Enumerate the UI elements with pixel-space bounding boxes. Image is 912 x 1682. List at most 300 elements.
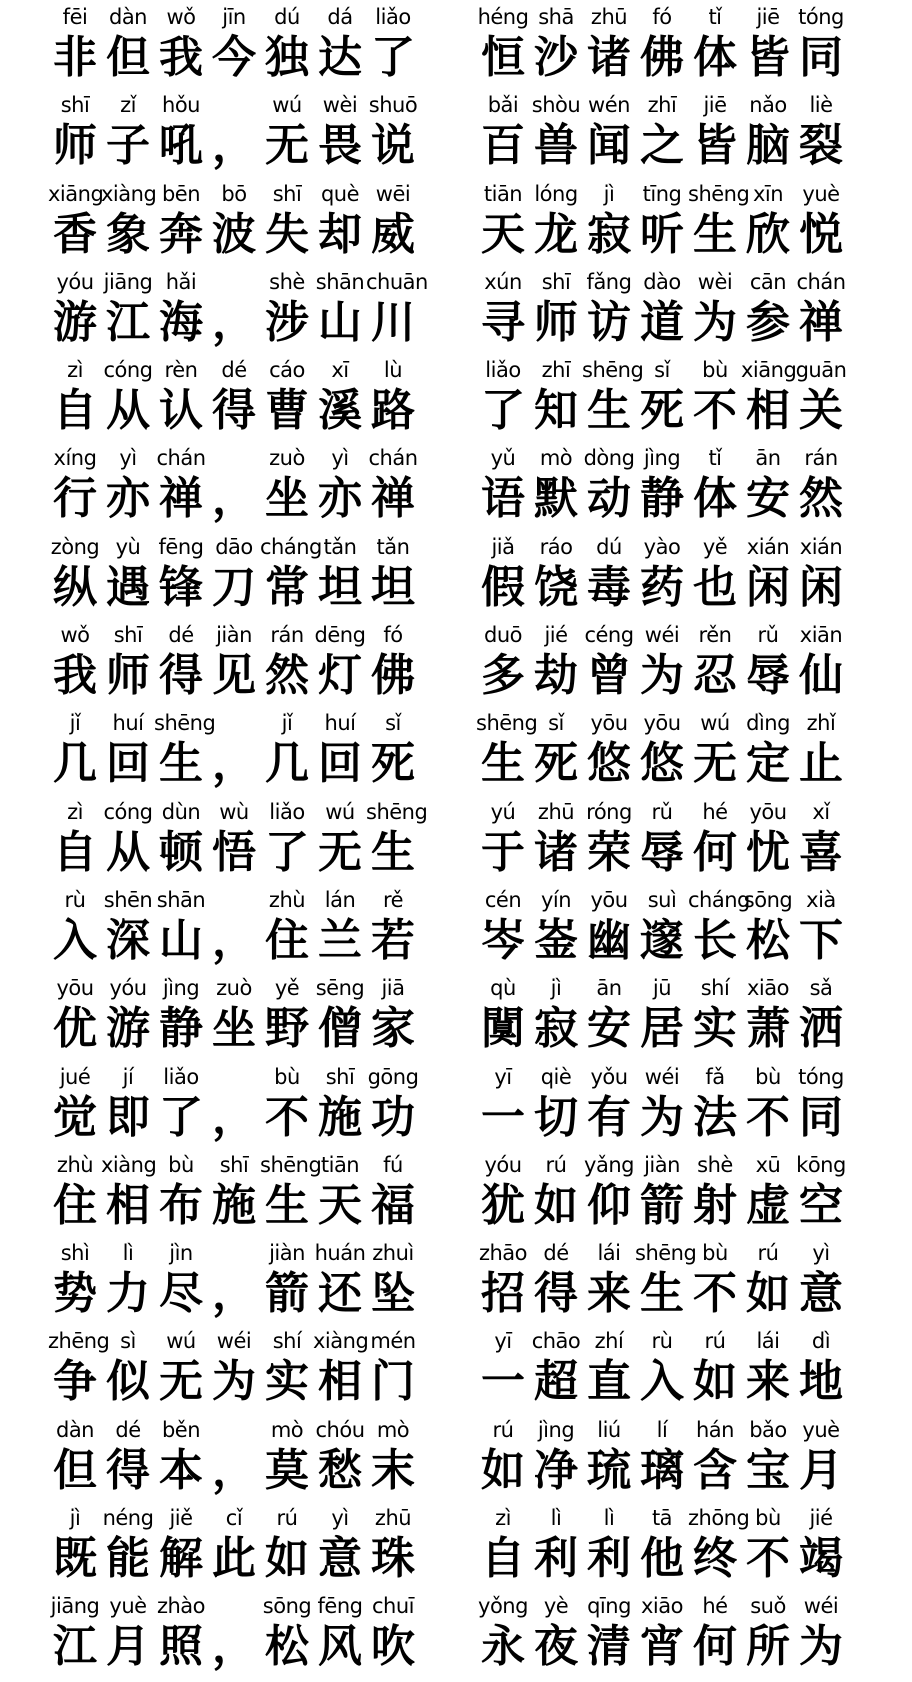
syllable-cell [741,181,795,263]
pinyin-annotation: liǎo [485,358,521,383]
syllable-cell [476,4,530,86]
pinyin-annotation: hé [702,1594,728,1619]
hanzi-character: 所 [746,1621,790,1673]
pinyin-annotation: shī [272,181,302,206]
pinyin-annotation: bù [755,1064,781,1089]
syllable-cell [635,799,689,881]
syllable-cell [101,1593,155,1675]
pinyin-annotation: xū [755,1152,781,1177]
hanzi-character: 诸 [534,826,578,878]
pinyin-annotation: cháng [260,534,322,559]
syllable-cell [207,357,261,439]
hanzi-character: 月 [799,1444,843,1496]
pinyin-annotation: jì [69,1506,81,1531]
syllable-cell [476,887,530,969]
syllable-cell [688,92,742,174]
syllable-cell [313,975,367,1057]
syllable-cell [48,92,102,174]
syllable-cell [154,4,208,86]
pinyin-annotation: wèi [697,269,733,294]
hanzi-character: 恒 [481,32,525,83]
verse-line [48,1417,428,1505]
hanzi-character: 悟 [212,826,256,878]
hanzi-character: 不 [265,1091,309,1143]
hanzi-character: 不 [746,1091,790,1143]
verse-line [48,1240,428,1328]
syllable-cell [582,92,636,174]
syllable-cell [529,534,583,616]
syllable-cell [313,887,367,969]
hanzi-character: 见 [212,650,256,702]
hanzi-character: 不 [746,1533,790,1585]
hanzi-character: 既 [53,1533,97,1585]
syllable-cell [529,92,583,174]
hanzi-character: 觉 [53,1091,97,1143]
pinyin-annotation: zuò [269,446,305,471]
syllable-cell [101,710,155,792]
syllable-cell [529,4,583,86]
syllable-cell [366,357,420,439]
hanzi-character: 劫 [534,650,578,702]
pinyin-annotation: bǎi [487,93,519,118]
pinyin-annotation: wú [325,799,355,824]
pinyin-annotation: zhǐ [806,711,836,736]
pinyin-annotation: wǒ [60,623,90,648]
pinyin-annotation: wèi [322,93,358,118]
syllable-cell [207,975,261,1057]
pinyin-annotation: tiān [320,1152,360,1177]
pinyin-annotation [207,1064,261,1090]
hanzi-character: 生 [371,826,415,878]
syllable-cell [741,1240,795,1322]
hanzi-character: 施 [318,1091,362,1143]
pinyin-annotation: yì [331,1506,349,1531]
pinyin-annotation: fēng [317,1594,363,1619]
hanzi-character: 福 [371,1179,415,1231]
hanzi-character: 闲 [799,561,843,613]
hanzi-character: 生 [159,738,203,790]
syllable-cell [260,1240,314,1322]
syllable-cell [688,1593,742,1675]
hanzi-character: 畏 [318,120,362,172]
syllable-cell [207,622,261,704]
hanzi-character: 末 [371,1444,415,1496]
hanzi-character: 亦 [106,473,150,525]
hanzi-character: 静 [159,1003,203,1055]
hanzi-character: 居 [640,1003,684,1055]
verse-line [476,181,856,269]
syllable-cell [794,181,848,263]
syllable-cell [794,799,848,881]
pinyin-annotation: fēi [62,5,88,29]
hanzi-character: ， [212,473,256,525]
syllable-cell [794,1593,848,1675]
hanzi-character: 入 [640,1356,684,1408]
pinyin-annotation: xún [484,269,522,294]
left-verse-column [48,4,428,1682]
pinyin-annotation: nǎo [749,93,787,118]
pinyin-annotation: yōu [590,711,628,736]
hanzi-character: 如 [534,1179,578,1231]
hanzi-character: 象 [106,208,150,260]
comma-cell [207,1240,261,1322]
hanzi-character: 野 [265,1003,309,1055]
hanzi-character: 悦 [799,208,843,260]
pinyin-annotation: zì [67,799,83,824]
pinyin-annotation: zì [67,358,83,383]
pinyin-annotation: yú [490,799,516,824]
syllable-cell [101,887,155,969]
pinyin-annotation: sōng [262,1594,312,1619]
hanzi-character: 江 [106,296,150,348]
hanzi-character: 闲 [746,561,790,613]
verse-line [476,4,856,92]
hanzi-character: 如 [481,1444,525,1496]
syllable-cell [635,710,689,792]
hanzi-character: 长 [693,914,737,966]
hanzi-character: 几 [265,738,309,790]
hanzi-character: ， [212,1091,256,1143]
hanzi-character: 吼 [159,120,203,172]
verse-line [476,269,856,357]
syllable-cell [313,92,367,174]
hanzi-character: 如 [746,1268,790,1320]
pinyin-annotation: sì [120,1329,136,1354]
pinyin-annotation: mò [270,1417,304,1442]
pinyin-annotation: zhū [374,1506,412,1531]
pinyin-annotation: zuò [216,976,252,1001]
pinyin-annotation: fǎng [586,269,632,294]
hanzi-character: 相 [106,1179,150,1231]
hanzi-character: 禅 [371,473,415,525]
pinyin-annotation: dé [543,1241,569,1266]
hanzi-character: 关 [799,385,843,437]
syllable-cell [635,357,689,439]
pinyin-annotation: jū [652,976,672,1001]
pinyin-annotation: cháng [688,887,750,912]
hanzi-character: 无 [693,738,737,790]
hanzi-character: 何 [693,826,737,878]
syllable-cell [101,799,155,881]
hanzi-character: 得 [159,650,203,702]
syllable-cell [476,622,530,704]
hanzi-character: 下 [799,914,843,966]
syllable-cell [154,710,216,792]
syllable-cell [529,1593,583,1675]
hanzi-character: 皆 [693,120,737,172]
syllable-cell [582,887,636,969]
verse-line [48,887,428,975]
pinyin-annotation: wéi [216,1329,252,1354]
pinyin-annotation: céng [584,623,634,648]
verse-line [48,1505,428,1593]
hanzi-character: 曹 [265,385,309,437]
hanzi-character: 无 [265,120,309,172]
pinyin-annotation: wú [700,711,730,736]
pinyin-annotation: zhī [541,358,571,383]
hanzi-character: ， [212,738,256,790]
pinyin-annotation: tǐ [708,446,722,471]
syllable-cell [688,799,742,881]
hanzi-character: 实 [693,1003,737,1055]
hanzi-character: 知 [534,385,578,437]
syllable-cell [582,4,636,86]
syllable-cell [635,975,689,1057]
pinyin-annotation: qiè [540,1064,572,1089]
hanzi-character: 禅 [159,473,203,525]
syllable-cell [154,1064,208,1146]
hanzi-character: 认 [159,385,203,437]
hanzi-character: 自 [53,826,97,878]
syllable-cell [529,181,583,263]
syllable-cell [635,1064,689,1146]
pinyin-annotation: sōng [743,887,793,912]
pinyin-annotation: yī [494,1329,512,1354]
syllable-cell [582,1064,636,1146]
pinyin-annotation: yī [494,1064,512,1089]
syllable-cell [529,1064,583,1146]
hanzi-character: 今 [212,32,256,83]
syllable-cell [207,799,261,881]
verse-line [48,4,428,92]
right-verse-column [476,4,856,1682]
hanzi-character: 了 [265,826,309,878]
pinyin-annotation: jiàn [644,1152,680,1177]
pinyin-annotation: yóu [484,1152,522,1177]
pinyin-annotation: shān [315,269,365,294]
hanzi-character: 川 [371,296,415,348]
pinyin-annotation: jǐ [69,711,81,736]
syllable-cell [582,1417,636,1499]
pinyin-annotation: jué [59,1064,91,1089]
syllable-cell [688,1417,742,1499]
hanzi-character: 默 [534,473,578,525]
hanzi-character: 深 [106,914,150,966]
hanzi-character: 忧 [746,826,790,878]
hanzi-character: 势 [53,1268,97,1320]
syllable-cell [688,975,742,1057]
pinyin-annotation: jiàn [216,623,252,648]
pinyin-annotation: tóng [798,5,844,29]
pinyin-annotation: dēng [314,623,366,648]
pinyin-annotation: rǔ [757,623,779,648]
hanzi-character: 假 [481,561,525,613]
hanzi-character: 终 [693,1533,737,1585]
syllable-cell [48,975,102,1057]
syllable-cell [688,181,750,263]
syllable-cell [154,1152,208,1234]
hanzi-character: ， [212,1268,256,1320]
hanzi-character: 直 [587,1356,631,1408]
syllable-cell [48,1152,102,1234]
pinyin-annotation: qù [490,976,516,1001]
syllable-cell [635,1593,689,1675]
syllable-cell [476,357,530,439]
hanzi-character: 参 [746,296,790,348]
pinyin-annotation: yuè [802,181,840,206]
syllable-cell [101,622,155,704]
hanzi-character: 法 [693,1091,737,1143]
pinyin-annotation: rán [804,446,838,471]
pinyin-annotation: xiāng [48,181,104,206]
pinyin-annotation: zhí [594,1329,624,1354]
syllable-cell [48,710,102,792]
pinyin-annotation: fēng [158,534,204,559]
syllable-cell [260,445,314,527]
hanzi-character: 布 [159,1179,203,1231]
syllable-cell [794,357,848,439]
syllable-cell [260,799,314,881]
syllable-cell [688,710,742,792]
pinyin-annotation: chāo [531,1329,581,1354]
hanzi-character: 安 [746,473,790,525]
syllable-cell [366,975,420,1057]
syllable-cell [48,269,102,351]
pinyin-annotation: zhào [156,1594,206,1619]
syllable-cell [366,1240,420,1322]
hanzi-character: 琉 [587,1444,631,1496]
hanzi-character: 静 [640,473,684,525]
syllable-cell [582,269,636,351]
pinyin-annotation: jiě [169,1506,193,1531]
pinyin-annotation: tīng [642,181,682,206]
pinyin-annotation: zhōng [688,1506,750,1531]
hanzi-character: 然 [265,650,309,702]
hanzi-character: 体 [693,32,737,83]
syllable-cell [741,1417,795,1499]
pinyin-annotation: jié [544,623,568,648]
hanzi-character: 即 [106,1091,150,1143]
hanzi-character: 诸 [587,32,631,83]
hanzi-character: 优 [53,1003,97,1055]
hanzi-character: 山 [159,914,203,966]
hanzi-character: 宝 [746,1444,790,1496]
pinyin-annotation [207,1593,261,1619]
hanzi-character: 崟 [534,914,578,966]
hanzi-character: 香 [53,208,97,260]
pinyin-annotation: fó [652,5,672,29]
hanzi-character: 坠 [371,1268,415,1320]
verse-line [476,710,856,798]
pinyin-annotation: lái [597,1241,621,1266]
syllable-cell [582,1240,636,1322]
pinyin-annotation: xīn [752,181,784,206]
pinyin-annotation: bō [221,181,247,206]
pinyin-annotation: lí [656,1417,668,1442]
pinyin-annotation: cén [484,887,522,912]
pinyin-annotation: yǔ [490,446,516,471]
syllable-cell [154,1417,208,1499]
pinyin-annotation: fó [383,623,403,648]
hanzi-character: 如 [265,1533,309,1585]
syllable-cell [582,357,644,439]
syllable-cell [529,445,583,527]
pinyin-annotation: shè [697,1152,733,1177]
pinyin-annotation: shuō [368,93,418,118]
pinyin-annotation: liǎo [269,799,305,824]
hanzi-character: 利 [587,1533,631,1585]
syllable-cell [741,269,795,351]
syllable-cell [154,445,208,527]
verse-line [476,445,856,533]
syllable-cell [741,975,795,1057]
hanzi-character: 但 [53,1444,97,1496]
syllable-cell [48,445,102,527]
hanzi-character: 僧 [318,1003,362,1055]
pinyin-annotation: shè [269,269,305,294]
pinyin-annotation: tǎn [376,534,410,559]
syllable-cell [635,1505,689,1587]
pinyin-annotation: hǎi [165,269,197,294]
syllable-cell [48,1593,102,1675]
syllable-cell [154,1240,208,1322]
pinyin-annotation: cǐ [225,1506,243,1531]
pinyin-annotation: róng [586,799,632,824]
syllable-cell [794,1064,848,1146]
pinyin-annotation: yào [643,534,681,559]
syllable-cell [313,1505,367,1587]
syllable-cell [313,622,367,704]
hanzi-character: 回 [318,738,362,790]
pinyin-annotation: gōng [367,1064,419,1089]
syllable-cell [154,1328,208,1410]
syllable-cell [741,445,795,527]
syllable-cell [794,887,848,969]
hanzi-character: 非 [53,32,97,83]
hanzi-character: 纵 [53,561,97,613]
hanzi-character: 得 [212,385,256,437]
syllable-cell [529,357,583,439]
syllable-cell [476,1240,530,1322]
hanzi-character: 从 [106,826,150,878]
hanzi-character: 若 [371,914,415,966]
pinyin-annotation [207,887,261,913]
hanzi-character: 死 [640,385,684,437]
syllable-cell [635,534,689,616]
pinyin-annotation: shēng [688,181,750,206]
syllable-cell [207,1505,261,1587]
pinyin-annotation: què [320,181,360,206]
syllable-cell [635,181,689,263]
pinyin-annotation [207,92,261,118]
hanzi-character: 江 [53,1621,97,1673]
hanzi-character: 实 [265,1356,309,1408]
hanzi-character: 刀 [212,561,256,613]
hanzi-character: 生 [693,208,737,260]
pinyin-annotation: yì [812,1241,830,1266]
pinyin-annotation: sǐ [548,711,564,736]
syllable-cell [476,1593,530,1675]
pinyin-annotation: liú [597,1417,621,1442]
verse-line [48,92,428,180]
hanzi-character: 忍 [693,650,737,702]
hanzi-character: 沙 [534,32,578,83]
pinyin-annotation: xiāo [747,976,789,1001]
syllable-cell [366,92,420,174]
syllable-cell [688,445,742,527]
syllable-cell [101,445,155,527]
syllable-cell [313,1064,367,1146]
syllable-cell [154,622,208,704]
pinyin-annotation: jì [603,181,615,206]
pinyin-annotation: lì [603,1506,615,1531]
hanzi-character: 含 [693,1444,737,1496]
syllable-cell [48,181,102,263]
syllable-cell [529,799,583,881]
pinyin-annotation: huán [314,1241,366,1266]
pinyin-annotation: xiàng [101,1152,157,1177]
hanzi-character: 多 [481,650,525,702]
